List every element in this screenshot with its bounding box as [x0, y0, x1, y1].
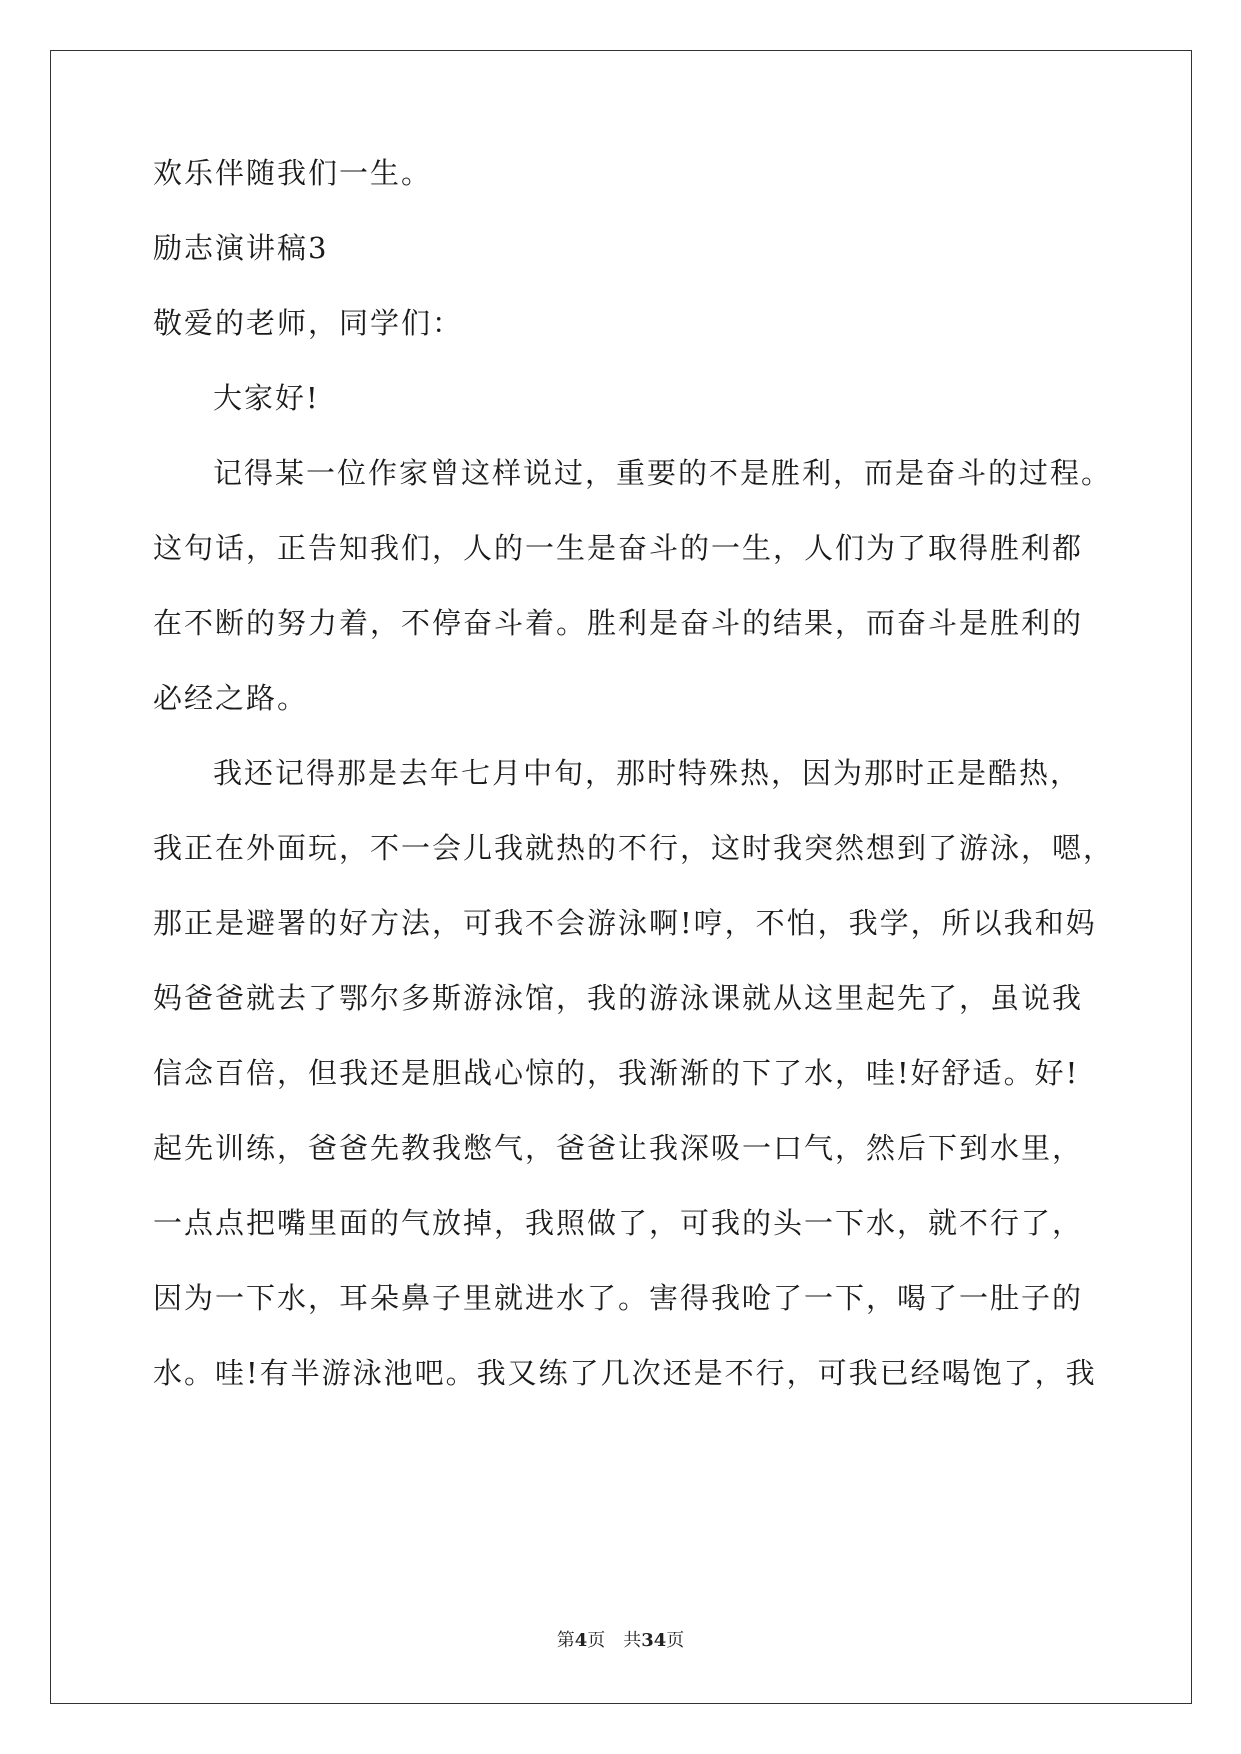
paragraph-line: 因为一下水，耳朵鼻子里就进水了。害得我呛了一下，喝了一肚子的	[153, 1281, 1084, 1315]
paragraph-line: 那正是避署的好方法，可我不会游泳啊!哼，不怕，我学，所以我和妈	[153, 906, 1097, 940]
total-suffix: 页	[666, 1630, 685, 1651]
paragraph-line: 一点点把嘴里面的气放掉，我照做了，可我的头一下水，就不行了，	[153, 1206, 1084, 1240]
paragraph-line: 这句话，正告知我们，人的一生是奋斗的一生，人们为了取得胜利都	[153, 531, 1084, 565]
text-line: 欢乐伴随我们一生。	[153, 156, 433, 190]
paragraph-line: 我正在外面玩，不一会儿我就热的不行，这时我突然想到了游泳，嗯，	[153, 831, 1115, 865]
page-prefix: 第	[556, 1630, 575, 1651]
paragraph-line: 水。哇!有半游泳池吧。我又练了几次还是不行，可我已经喝饱了，我	[153, 1356, 1097, 1390]
paragraph-line: 在不断的努力着，不停奋斗着。胜利是奋斗的结果，而奋斗是胜利的	[153, 606, 1084, 640]
greeting: 大家好!	[213, 381, 320, 415]
paragraph-line: 信念百倍，但我还是胆战心惊的，我渐渐的下了水，哇!好舒适。好!	[153, 1056, 1080, 1090]
page-suffix: 页	[587, 1630, 606, 1651]
salutation: 敬爱的老师，同学们：	[153, 306, 464, 340]
paragraph-line: 记得某一位作家曾这样说过，重要的不是胜利，而是奋斗的过程。	[213, 456, 1113, 490]
page-number: 4	[574, 1630, 588, 1651]
section-heading: 励志演讲稿3	[153, 231, 329, 265]
paragraph-line: 我还记得那是去年七月中旬，那时特殊热，因为那时正是酷热，	[213, 756, 1082, 790]
total-pages: 34	[641, 1630, 667, 1651]
paragraph-line: 妈爸爸就去了鄂尔多斯游泳馆，我的游泳课就从这里起先了，虽说我	[153, 981, 1084, 1015]
paragraph-line: 必经之路。	[153, 681, 309, 715]
total-prefix: 共	[623, 1630, 642, 1651]
page-border	[50, 50, 1192, 1704]
paragraph-line: 起先训练，爸爸先教我憋气，爸爸让我深吸一口气，然后下到水里，	[153, 1131, 1084, 1165]
page-footer	[0, 1626, 1241, 1652]
